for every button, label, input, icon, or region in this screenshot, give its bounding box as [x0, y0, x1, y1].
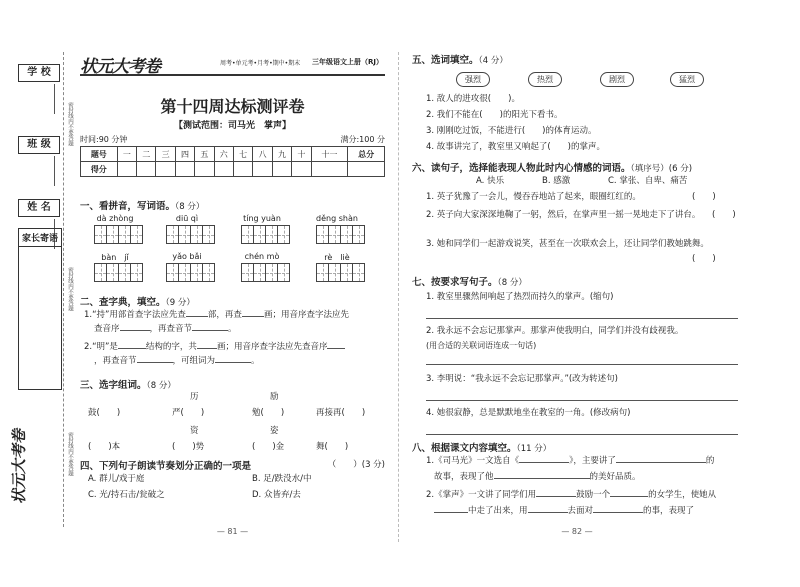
q3-item[interactable]: 勉( ) [252, 408, 285, 418]
score-header-cell: 十 [292, 147, 311, 162]
school-label: 学 校 [18, 64, 60, 82]
q3-item[interactable]: ( )金 [252, 442, 285, 452]
score-cell[interactable] [253, 162, 272, 177]
score-cell[interactable] [292, 162, 311, 177]
fold-text-1: 密封线内不要答题 [67, 102, 73, 146]
q3-char: 励 [270, 392, 279, 402]
q1-pinyin: diū qì [175, 214, 199, 223]
parent-notes-label: 家长寄语 [19, 229, 61, 247]
q4-option[interactable]: B. 足/跌没水/中 [252, 474, 312, 484]
q2-title-text: 二、查字典，填空。 [80, 297, 166, 308]
q7-item: 3. 李明说：“我永远不会忘记那掌声。”(改为转述句) [426, 374, 619, 384]
q5-word: 剧烈 [600, 72, 634, 87]
q1-title [80, 198, 204, 212]
q3-item[interactable]: 再接再( ) [316, 408, 366, 418]
q3-item[interactable]: 严( ) [172, 408, 205, 418]
q1-pinyin: děng shàn [316, 214, 358, 223]
q7-item-note: (用合适的关联词语连成一句话) [426, 341, 537, 350]
class-field[interactable] [22, 156, 55, 186]
q2-text: 。 [251, 356, 260, 366]
q5-word: 强烈 [456, 72, 490, 87]
q2-text: 画；用音序查字法应先 [263, 310, 349, 320]
q5-word: 猛烈 [670, 72, 704, 87]
q1-pinyin: yǎo bǎi [172, 252, 202, 261]
q5-item[interactable]: 1. 敌人的进攻很( )。 [426, 94, 520, 104]
q3-item[interactable]: ( )本 [88, 442, 121, 452]
q2-line-2 [84, 342, 384, 353]
score-cell[interactable] [117, 162, 136, 177]
q6-item: 1. 英子犹豫了一会儿，慢吞吞地站了起来，眼圈红红的。 [426, 192, 641, 202]
class-label: 班 级 [18, 136, 60, 154]
q1-pinyin: tíng yuàn [243, 214, 281, 223]
q8-score: （11 分） [516, 444, 552, 454]
q1-writing-grid[interactable] [316, 225, 364, 244]
score-cell[interactable] [348, 162, 385, 177]
q1-writing-grid[interactable] [241, 263, 289, 282]
score-header-cell: 十一 [311, 147, 348, 162]
score-row-label: 得分 [81, 162, 118, 177]
header-series: 周考•单元考•月考•期中•期末 [220, 60, 301, 67]
score-cell[interactable] [156, 162, 175, 177]
q5-title [412, 52, 508, 66]
q7-score: （8 分） [497, 278, 527, 288]
header-logo: 状元大考卷 [80, 57, 160, 77]
q5-title-text: 五、选词填空。 [412, 55, 479, 66]
q8-text: 1.《司马光》一文选自《 [426, 456, 520, 466]
q2-text: ，再查音节 [149, 324, 193, 334]
score-cell[interactable] [137, 162, 156, 177]
score-cell[interactable] [272, 162, 291, 177]
q3-title [80, 377, 176, 391]
blank[interactable] [192, 330, 228, 331]
q6-title-text: 六、读句子，选择能表现人物此时内心情感的词语。 [412, 163, 631, 174]
q1-writing-grid[interactable] [94, 225, 142, 244]
score-header-cell: 题号 [81, 147, 118, 162]
blank[interactable] [519, 462, 569, 463]
blank[interactable] [434, 512, 468, 513]
q4-title [80, 458, 385, 472]
q2-line-1b [94, 324, 384, 335]
q3-char: 资 [190, 426, 199, 436]
q8-line-2b [434, 506, 734, 517]
school-field[interactable] [22, 84, 55, 114]
left-page [80, 52, 385, 552]
blank[interactable] [120, 330, 150, 331]
q7-title-text: 七、按要求写句子。 [412, 277, 498, 288]
q8-text: 鼓励一个 [576, 490, 611, 500]
q3-char: 姿 [270, 426, 279, 436]
name-label: 姓 名 [18, 199, 60, 217]
score-header-cell: 六 [214, 147, 233, 162]
q2-score: （9 分） [165, 298, 195, 308]
page-number-left: — 81 — [216, 527, 249, 536]
score-cell[interactable] [214, 162, 233, 177]
q4-title-text: 四、下列句子朗读节奏划分正确的一项是 [80, 461, 252, 472]
blank[interactable] [215, 362, 251, 363]
q8-text: 2.《掌声》一文讲了同学们用 [426, 490, 537, 500]
q1-writing-grid[interactable] [316, 263, 364, 282]
blank[interactable] [137, 362, 173, 363]
answer-line[interactable] [426, 364, 738, 365]
blank[interactable] [536, 496, 576, 497]
q8-line-1b [434, 472, 734, 483]
q7-item: 1. 教室里骤然间响起了热烈而持久的掌声。(缩句) [426, 292, 614, 302]
q8-text: 的 [705, 456, 715, 466]
blank[interactable] [616, 462, 706, 463]
full-score-label: 满分:100 分 [340, 135, 385, 144]
score-header-cell: 五 [195, 147, 214, 162]
q2-text: 。 [228, 324, 237, 334]
blank[interactable] [242, 316, 264, 317]
q5-word: 热烈 [528, 72, 562, 87]
blank[interactable] [494, 478, 590, 479]
q1-writing-grid[interactable] [166, 225, 214, 244]
q8-line-1 [426, 456, 742, 467]
blank[interactable] [528, 512, 568, 513]
q2-title [80, 294, 195, 308]
header-line [80, 74, 385, 76]
q8-text: 的女学生，使她从 [648, 490, 717, 500]
q6-option: C. 掌张、自卑、痛苦 [608, 176, 688, 186]
q5-score: （4 分） [478, 56, 508, 66]
q6-option: B. 感激 [542, 176, 571, 186]
q5-item[interactable]: 3. 刚刚吃过饭，不能进行( )的体育运动。 [426, 126, 597, 136]
q2-text: 1.“持”用部首查字法应先查 [84, 310, 186, 320]
right-page [412, 52, 742, 552]
q4-score[interactable]: （ ）(3 分) [327, 460, 385, 470]
fold-text-3: 密封线内不要答题 [67, 432, 73, 476]
q3-item[interactable]: 舞( ) [316, 442, 349, 452]
q6-bracket[interactable]: ( ) [712, 210, 736, 220]
blank[interactable] [186, 316, 208, 317]
q6-title [412, 160, 692, 174]
q6-score: （填序号）(6 分) [630, 164, 693, 174]
score-header-cell: 三 [156, 147, 175, 162]
score-table-score-row [81, 162, 385, 177]
q3-char: 历 [190, 392, 199, 402]
q7-item: 2. 我永远不会忘记那掌声。那掌声使我明白，同学们并没有歧视我。 [426, 326, 684, 336]
q6-bracket[interactable]: ( ) [692, 254, 716, 264]
q2-line-1 [84, 310, 384, 321]
q7-item: 4. 她很寂静，总是默默地坐在教室的一角。(修改病句) [426, 408, 631, 418]
q8-text: 的事，表现了 [643, 506, 695, 516]
q1-title-text: 一、看拼音，写词语。 [80, 201, 176, 212]
fold-text-2: 密封线内不要答题 [67, 267, 73, 311]
q3-item[interactable]: 鼓( ) [88, 408, 121, 418]
q8-line-2 [426, 490, 742, 501]
score-header-cell: 一 [117, 147, 136, 162]
q3-item[interactable]: ( )势 [172, 442, 205, 452]
q1-writing-grid[interactable] [94, 263, 142, 282]
blank[interactable] [610, 496, 648, 497]
q8-text: 去面对 [567, 506, 594, 516]
q5-item[interactable]: 4. 故事讲完了，教室里又响起了( )的掌声。 [426, 142, 605, 152]
q2-text: 部，再查 [207, 310, 242, 320]
answer-line[interactable] [426, 434, 738, 435]
score-header-cell: 九 [272, 147, 291, 162]
q4-option[interactable]: C. 光/持石击/瓮破之 [88, 490, 165, 500]
q1-writing-grid[interactable] [166, 263, 214, 282]
score-header-cell: 四 [175, 147, 194, 162]
q7-title [412, 274, 527, 288]
score-header-cell: 二 [137, 147, 156, 162]
score-header-cell: 总分 [348, 147, 385, 162]
q1-pinyin: bàn jǐ [101, 253, 129, 262]
blank[interactable] [197, 348, 217, 349]
sidebar [10, 52, 76, 527]
q1-writing-grid[interactable] [241, 225, 289, 244]
blank[interactable] [118, 348, 146, 349]
page-number-right: — 82 — [561, 527, 593, 536]
q3-title-text: 三、选字组词。 [80, 380, 147, 391]
q2-text: ，可组词为 [172, 356, 216, 366]
q2-text: 画；用音序查字法应先查音序 [216, 342, 328, 352]
score-header-cell: 八 [253, 147, 272, 162]
q2-text: 结构的字，共 [145, 342, 197, 352]
q8-title [412, 440, 551, 454]
time-label: 时间:90 分钟 [80, 135, 128, 144]
answer-line[interactable] [426, 318, 738, 319]
blank[interactable] [593, 512, 643, 513]
q1-score: （8 分） [175, 202, 205, 212]
q8-title-text: 八、根据课文内容填空。 [412, 443, 517, 454]
q8-text: 故事，表现了他 [434, 472, 494, 482]
q1-pinyin: dà zhòng [96, 214, 134, 223]
q5-item[interactable]: 2. 我们不能在( )的阳光下看书。 [426, 110, 563, 120]
q3-score: （8 分） [146, 381, 176, 391]
sidebar-dashed-line [63, 52, 64, 527]
score-cell[interactable] [233, 162, 252, 177]
q8-text: 的美好品质。 [589, 472, 641, 482]
test-scope: 【测试范围：司马光 掌声】 [173, 121, 291, 131]
sidebar-logo: 状元大考卷 [10, 428, 28, 504]
q8-text: 中走了出来，用 [468, 506, 528, 516]
center-divider [398, 52, 399, 542]
q4-option[interactable]: D. 众皆弃/去 [252, 490, 301, 500]
q8-text: 》，主要讲了 [569, 456, 616, 466]
score-cell[interactable] [195, 162, 214, 177]
q6-bracket[interactable]: ( ) [692, 192, 716, 202]
q1-pinyin: rè liè [324, 253, 350, 262]
score-table-header-row [81, 147, 385, 162]
q6-option: A. 快乐 [476, 176, 505, 186]
score-cell[interactable] [175, 162, 194, 177]
score-table [80, 146, 385, 177]
parent-notes-box[interactable] [18, 228, 62, 390]
q6-item: 2. 英子向大家深深地鞠了一躬，然后，在掌声里一摇一晃地走下了讲台。 [426, 210, 701, 220]
answer-line[interactable] [426, 400, 738, 401]
q2-line-2b [94, 356, 384, 367]
score-cell[interactable] [311, 162, 348, 177]
q6-item: 3. 她和同学们一起游戏说笑，甚至在一次联欢会上，还让同学们教她跳舞。 [426, 239, 709, 249]
q4-option[interactable]: A. 群儿/戏于庭 [88, 474, 145, 484]
q2-text: 2.“明”是 [84, 342, 118, 352]
blank[interactable] [327, 348, 345, 349]
q2-text: 查音序 [94, 324, 120, 334]
page-title: 第十四周达标测评卷 [160, 97, 305, 116]
q1-pinyin: chén mò [244, 252, 280, 261]
header-grade: 三年级语文上册（RJ） [312, 58, 383, 66]
score-header-cell: 七 [233, 147, 252, 162]
q2-text: ，再查音节 [94, 356, 137, 366]
